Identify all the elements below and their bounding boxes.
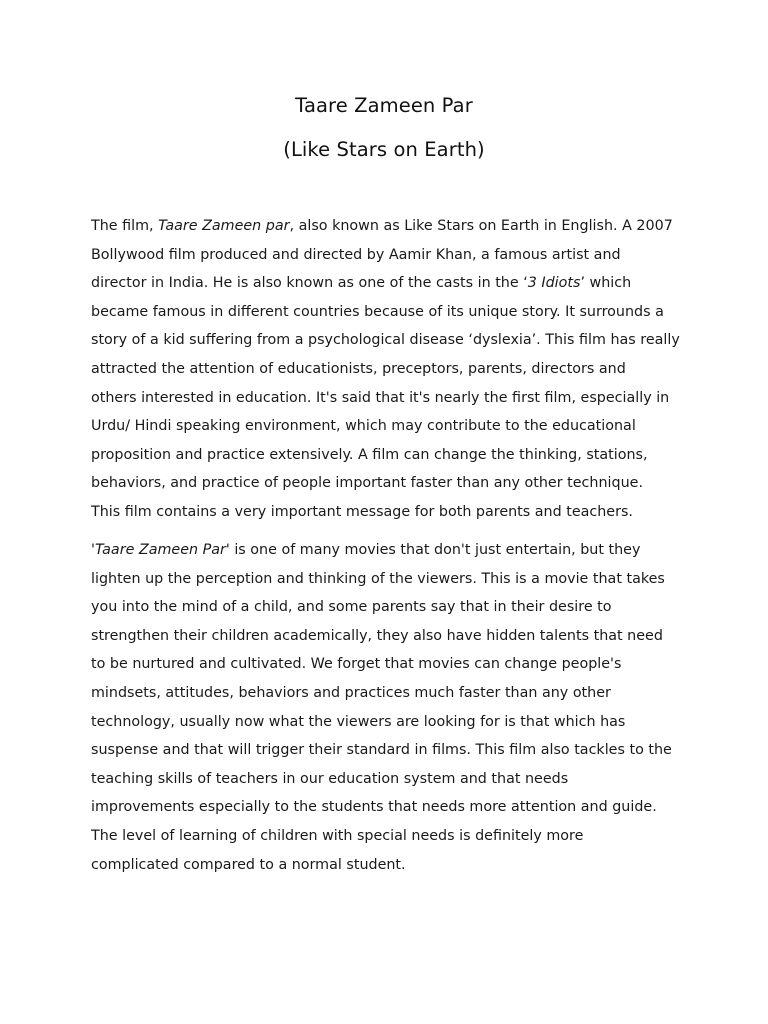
italic-title: 3 Idiots (527, 275, 581, 292)
paragraph-2 (91, 536, 681, 879)
document-subtitle: (Like Stars on Earth) (283, 138, 485, 161)
text-line: strengthen their children academically, they also have hidden talents that need (91, 627, 663, 644)
text-line: mindsets, attitudes, behaviors and practices much faster than any other (91, 684, 611, 701)
text-line: teaching skills of teachers in our education system and that needs (91, 770, 569, 787)
text-line: The level of learning of children with special needs is definitely more (91, 827, 584, 844)
text-line: Bollywood film produced and directed by Aamir Khan, a famous artist and (91, 246, 621, 263)
text-line: proposition and practice extensively. A film can change the thinking, stations, (91, 446, 648, 463)
paragraph-1 (91, 212, 681, 527)
text-line: became famous in different countries because of its unique story. It surrounds a (91, 303, 664, 320)
text-line: suspense and that will trigger their standard in films. This film also tackles to the (91, 742, 672, 759)
text-line: This film contains a very important message for both parents and teachers. (91, 503, 633, 520)
text-line: The film, Taare Zameen par, also known as Like Stars on Earth in English. A 2007 (91, 218, 673, 234)
text-line: improvements especially to the students that needs more attention and guide. (91, 799, 657, 816)
text-line: attracted the attention of educationists, preceptors, parents, directors and (91, 360, 626, 377)
text-line: story of a kid suffering from a psychological disease ‘dyslexia’. This film has really (91, 332, 680, 349)
text-line: complicated compared to a normal student. (91, 856, 406, 873)
text-line: director in India. He is also known as one of the casts in the ‘3 Idiots’ which (91, 275, 632, 292)
document-title: Taare Zameen Par (295, 94, 473, 117)
text-line: you into the mind of a child, and some parents say that in their desire to (91, 599, 612, 616)
text-line: technology, usually now what the viewers are looking for is that which has (91, 713, 626, 730)
italic-title: Taare Zameen Par (94, 542, 226, 558)
text-line: others interested in education. It's said that it's nearly the first film, especially in (91, 389, 670, 406)
text-line: behaviors, and practice of people important faster than any other technique. (91, 475, 643, 492)
text-line: lighten up the perception and thinking of the viewers. This is a movie that takes (91, 570, 665, 587)
text-line: Urdu/ Hindi speaking environment, which may contribute to the educational (91, 418, 636, 435)
text-line: to be nurtured and cultivated. We forget that movies can change people's (91, 656, 622, 673)
italic-title: Taare Zameen par (158, 218, 290, 234)
text-line: 'Taare Zameen Par' is one of many movies that don't just entertain, but they (91, 542, 641, 558)
